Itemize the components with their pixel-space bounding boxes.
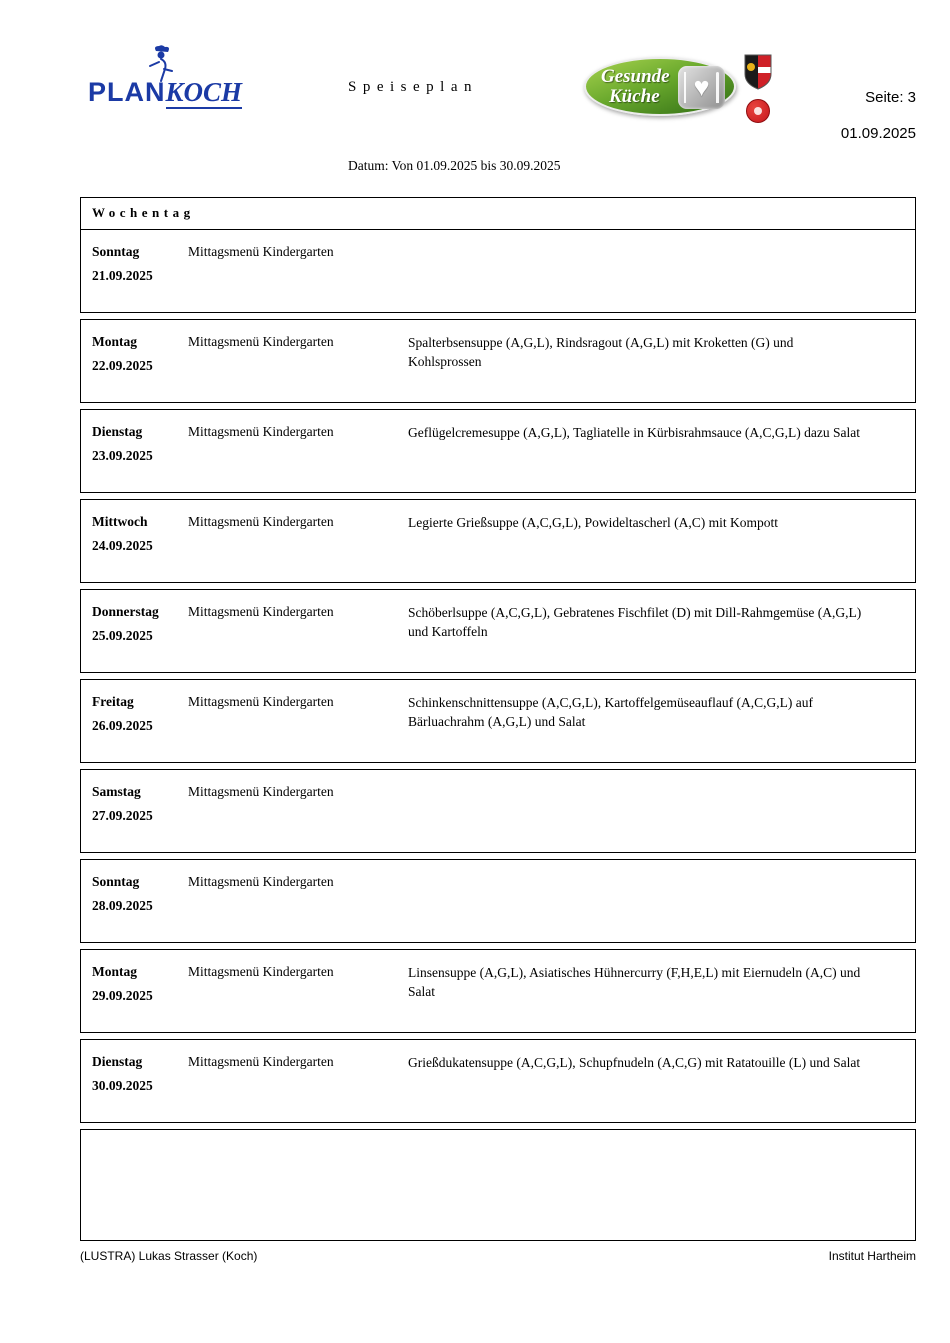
plankoch-logo — [88, 50, 243, 107]
emblems — [744, 54, 776, 123]
table-row — [80, 589, 916, 673]
row-menu-type: Mittagsmenü Kindergarten — [188, 333, 334, 349]
row-day: Mittwoch — [92, 513, 148, 529]
badge-line1: Gesunde — [601, 66, 670, 87]
row-menu-type: Mittagsmenü Kindergarten — [188, 513, 334, 529]
table-row — [80, 229, 916, 313]
row-day: Dienstag — [92, 423, 143, 439]
table-row — [80, 409, 916, 493]
logo-koch-text: KOCH — [165, 77, 243, 107]
heart-icon: ♥ — [693, 72, 710, 102]
row-description: Schöberlsuppe (A,C,G,L), Gebratenes Fischfilet (D) mit Dill-Rahmgemüse (A,G,L) und Kartoffeln — [408, 604, 862, 639]
row-day: Sonntag — [92, 243, 140, 259]
seal-icon — [746, 99, 770, 123]
row-day: Dienstag — [92, 1053, 143, 1069]
table-row — [80, 1039, 916, 1123]
fork-icon — [684, 72, 686, 103]
table-row — [80, 499, 916, 583]
row-date: 30.09.2025 — [92, 1077, 153, 1093]
row-day-cell — [81, 513, 188, 572]
page-number: Seite: 3 — [865, 89, 916, 106]
row-menu-type: Mittagsmenü Kindergarten — [188, 783, 334, 799]
plate-icon — [678, 66, 725, 109]
table-row — [80, 679, 916, 763]
page-title: Speiseplan — [348, 79, 478, 95]
row-day: Sonntag — [92, 873, 140, 889]
row-date: 22.09.2025 — [92, 357, 153, 373]
row-menu-type: Mittagsmenü Kindergarten — [188, 1053, 334, 1069]
coat-of-arms-icon — [744, 54, 772, 90]
row-description: Spalterbsensuppe (A,G,L), Rindsragout (A,G,L) mit Kroketten (G) und Kohlsprossen — [408, 334, 794, 369]
date-range: Datum: Von 01.09.2025 bis 30.09.2025 — [348, 158, 561, 173]
row-menu-type: Mittagsmenü Kindergarten — [188, 423, 334, 439]
page-footer — [80, 1249, 916, 1263]
row-day-cell — [81, 603, 188, 662]
row-date: 26.09.2025 — [92, 717, 153, 733]
row-date: 24.09.2025 — [92, 537, 153, 553]
footer-institute: Institut Hartheim — [828, 1249, 916, 1263]
row-day: Samstag — [92, 783, 141, 799]
table-row — [80, 1129, 916, 1241]
logo-text — [88, 79, 242, 106]
row-menu-type: Mittagsmenü Kindergarten — [188, 693, 334, 709]
seal-inner-dot — [754, 107, 762, 115]
gesunde-kueche-badge — [584, 57, 736, 116]
menu-table-body — [80, 229, 916, 1241]
row-day: Montag — [92, 333, 137, 349]
table-row — [80, 769, 916, 853]
row-description — [408, 783, 878, 842]
row-day-cell — [81, 1143, 188, 1230]
row-day-cell — [81, 1053, 188, 1112]
row-day: Montag — [92, 963, 137, 979]
row-menu-type: Mittagsmenü Kindergarten — [188, 603, 334, 619]
table-row — [80, 859, 916, 943]
row-day: Donnerstag — [92, 603, 159, 619]
row-date: 21.09.2025 — [92, 267, 153, 283]
row-menu-type — [188, 1143, 408, 1230]
row-day-cell — [81, 963, 188, 1022]
row-description: Grießdukatensuppe (A,C,G,L), Schupfnudeln (A,C,G) mit Ratatouille (L) und Salat — [408, 1054, 861, 1070]
table-row — [80, 319, 916, 403]
row-menu-type: Mittagsmenü Kindergarten — [188, 963, 334, 979]
row-description — [408, 243, 878, 302]
row-day-cell — [81, 783, 188, 842]
menu-table — [80, 197, 916, 1241]
page-meta — [841, 89, 916, 142]
row-day: Freitag — [92, 693, 134, 709]
row-description — [408, 1143, 878, 1230]
row-menu-type: Mittagsmenü Kindergarten — [188, 243, 334, 259]
row-day-cell — [81, 693, 188, 752]
row-description: Schinkenschnittensuppe (A,C,G,L), Kartoffelgemüseauflauf (A,C,G,L) auf Bärluachrahm (A,G,L) und Salat — [408, 694, 814, 729]
row-description: Geflügelcremesuppe (A,G,L), Tagliatelle in Kürbisrahmsauce (A,C,G,L) dazu Salat — [408, 424, 861, 440]
knife-icon — [716, 72, 719, 103]
row-day-cell — [81, 333, 188, 392]
row-description: Legierte Grießsuppe (A,C,G,L), Powideltascherl (A,C) mit Kompott — [408, 514, 779, 530]
row-date: 27.09.2025 — [92, 807, 153, 823]
row-description — [408, 873, 878, 932]
row-day-cell — [81, 873, 188, 932]
table-header-wochentag: Wochentag — [80, 197, 916, 230]
row-date: 25.09.2025 — [92, 627, 153, 643]
header-date: 01.09.2025 — [840, 125, 916, 142]
row-date: 28.09.2025 — [92, 897, 153, 913]
badge-line2: Küche — [609, 86, 660, 107]
row-day-cell — [81, 423, 188, 482]
row-day-cell — [81, 243, 188, 302]
row-date: 23.09.2025 — [92, 447, 153, 463]
table-row — [80, 949, 916, 1033]
row-description: Linsensuppe (A,G,L), Asiatisches Hühnercurry (F,H,E,L) mit Eiernudeln (A,C) und Salat — [408, 964, 861, 999]
logo-plan-text: PLAN — [88, 77, 166, 107]
row-date: 29.09.2025 — [92, 987, 153, 1003]
row-menu-type: Mittagsmenü Kindergarten — [188, 873, 334, 889]
gesunde-kueche-label — [601, 67, 670, 107]
footer-author: (LUSTRA) Lukas Strasser (Koch) — [80, 1249, 258, 1263]
